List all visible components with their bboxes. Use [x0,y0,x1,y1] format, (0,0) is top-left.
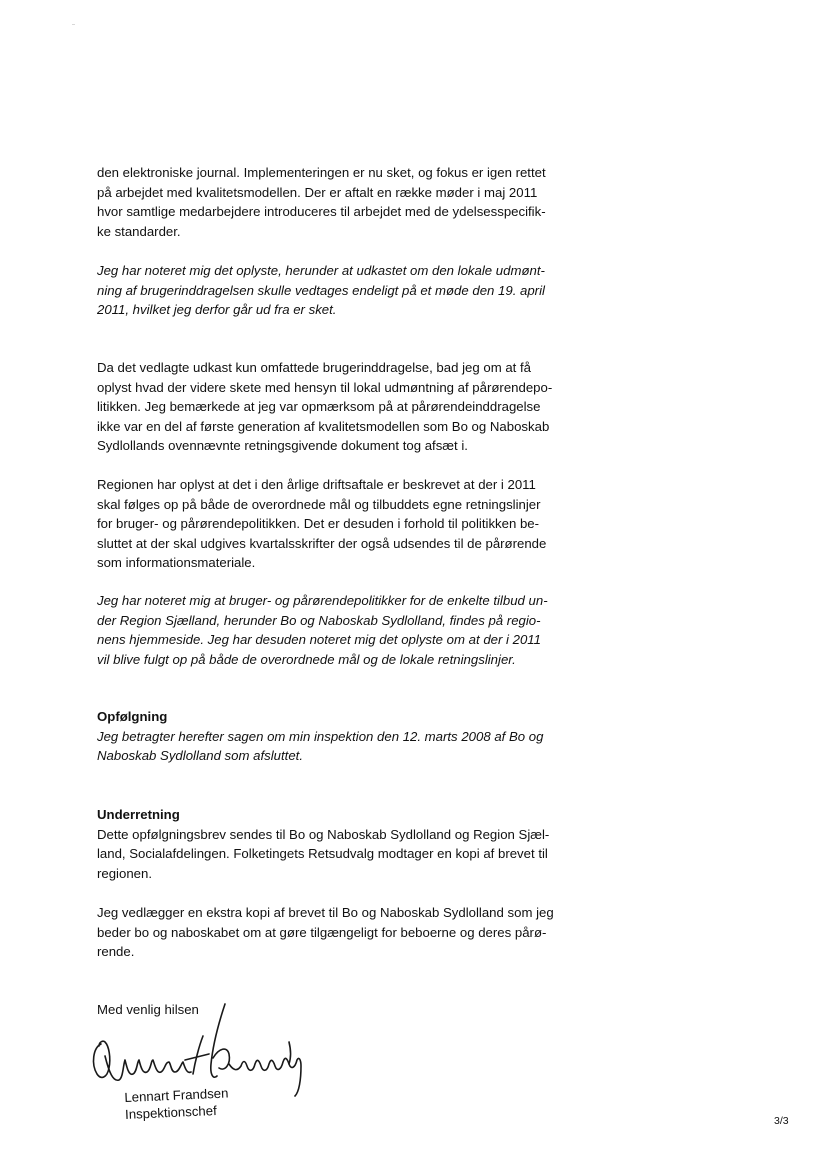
text-line: der Region Sjælland, herunder Bo og Naboskab Sydlolland, findes på regio- [97,612,541,628]
paragraph-noted-policies-website [97,591,597,669]
text-line: beder bo og naboskabet om at gøre tilgængeligt for beboerne og deres pårø- [97,924,547,940]
text-line: Sydlollands ovennævnte retningsgivende dokument tog afsæt i. [97,438,468,453]
text-line: ke standarder. [97,223,181,239]
section-follow-up [97,707,597,766]
text-line: litikken. Jeg bemærkede at jeg var opmærksom på at pårørendeinddragelse [97,399,541,414]
section-heading: Underretning [97,807,180,822]
text-line: sluttet at der skal udgives kvartalsskrifter der også udsendes til de pårørende [97,535,547,551]
text-line: Jeg har noteret mig det oplyste, herunder at udkastet om den lokale udmønt- [97,263,545,278]
page-number: 3/3 [774,1115,789,1127]
text-line: oplyst hvad der videre skete med hensyn til lokal udmøntning af pårørendepo- [97,379,553,395]
handwritten-signature [85,1002,315,1098]
scan-mark [72,24,75,25]
text-line: Regionen har oplyst at det i den årlige driftsaftale er beskrevet at der i 2011 [97,477,536,492]
text-line: for bruger- og pårørendepolitikken. Det er desuden i forhold til politikken be- [97,516,540,531]
section-heading: Opfølgning [97,709,168,724]
text-line: land, Socialafdelingen. Folketingets Retsudvalg modtager en kopi af brevet til [97,846,548,861]
paragraph-region-operating-agreement [97,475,597,573]
text-line: som informationsmateriale. [97,555,256,570]
text-line: nens hjemmeside. Jeg har desuden noteret mig det oplyste om at der i 2011 [97,632,541,647]
text-line: Dette opfølgningsbrev sendes til Bo og Naboskab Sydlolland og Region Sjæl- [97,826,550,842]
signer-title: Inspektionschef [124,1102,217,1122]
text-line: ikke var en del af første generation af kvalitetsmodellen som Bo og Naboskab [97,418,550,434]
text-line: Jeg har noteret mig at bruger- og pårørendepolitikker for de enkelte tilbud un- [97,593,548,608]
signer-block [124,1084,229,1123]
text-line: 2011, hvilket jeg derfor går ud fra er sket. [97,302,337,317]
text-line: skal følges op på både de overordnede mål og tilbuddets egne retningslinjer [97,496,541,512]
text-line: på arbejdet med kvalitetsmodellen. Der er aftalt en række møder i maj 2011 [97,184,538,200]
text-line: hvor samtlige medarbejdere introduceres til arbejdet med de ydelsesspecifik- [97,204,546,219]
text-line: Jeg vedlægger en ekstra kopi af brevet til Bo og Naboskab Sydlolland som jeg [97,905,554,920]
paragraph-relatives-policy-request [97,358,597,456]
text-line: vil blive fulgt op på både de overordnede mål og de lokale retningslinjer. [97,651,516,667]
paragraph-journal-implementation [97,163,597,241]
paragraph-extra-copy [97,903,597,962]
text-line: Da det vedlagte udkast kun omfattede brugerinddragelse, bad jeg om at få [97,360,532,375]
closing-greeting: Med venlig hilsen [97,1002,199,1017]
section-notification [97,805,597,883]
text-line: den elektroniske journal. Implementeringen er nu sket, og fokus er igen rettet [97,165,546,180]
paragraph-noted-user-involvement [97,261,597,320]
text-line: rende. [97,944,135,959]
signer-name: Lennart Frandsen [124,1085,229,1105]
text-line: ning af brugerinddragelsen skulle vedtages endeligt på et møde den 19. april [97,282,545,298]
text-line: Jeg betragter herefter sagen om min inspektion den 12. marts 2008 af Bo og [97,728,544,744]
text-line: regionen. [97,865,152,881]
text-line: Naboskab Sydlolland som afsluttet. [97,748,303,763]
